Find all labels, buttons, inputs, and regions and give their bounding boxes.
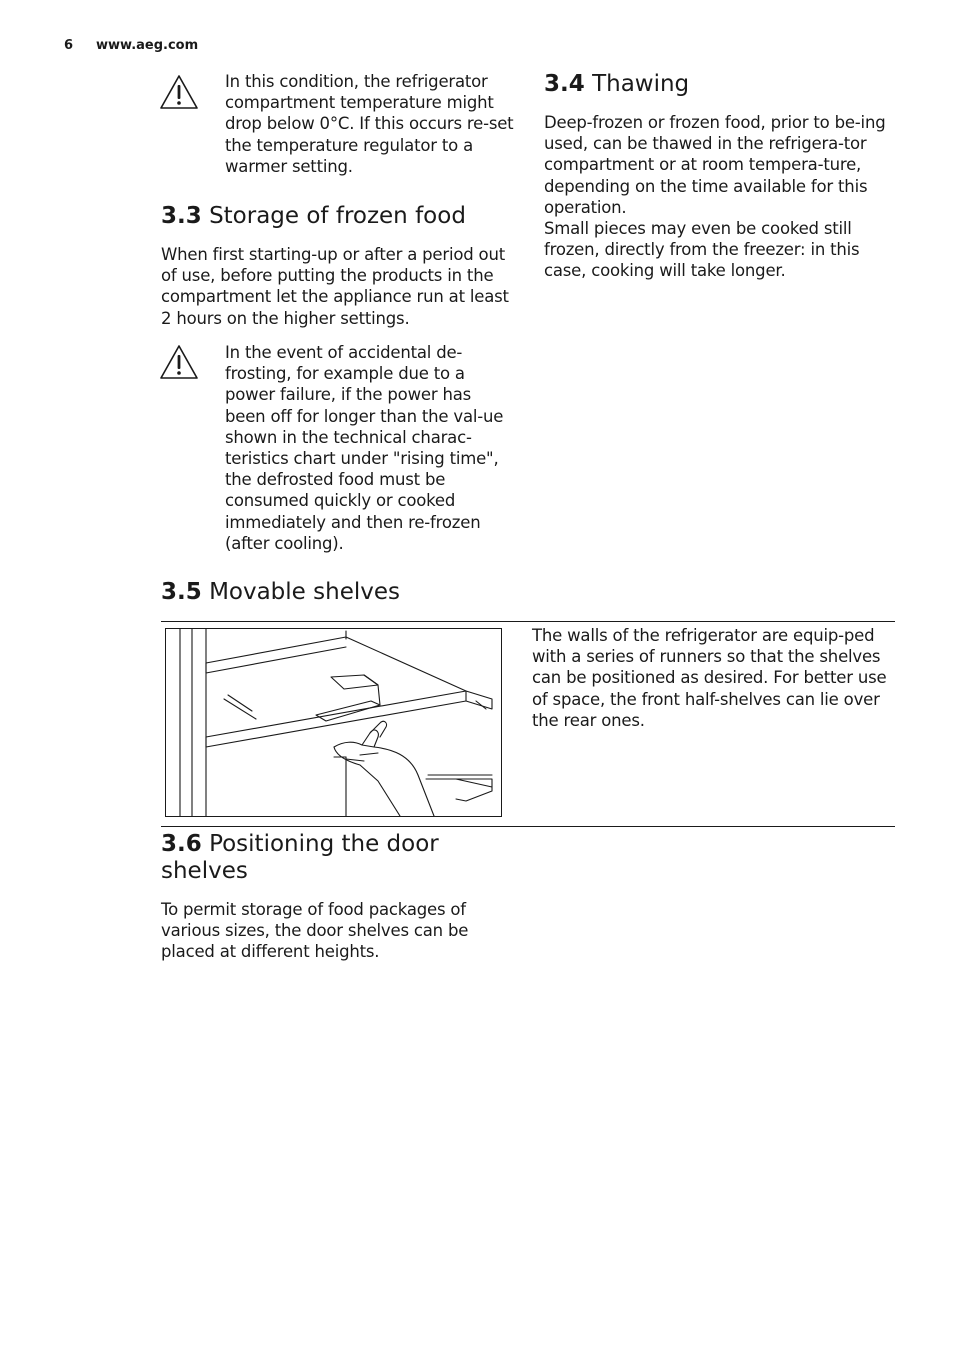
- divider-top: [161, 621, 895, 622]
- section-number: 3.3: [161, 203, 202, 229]
- section-3-5-body: The walls of the refrigerator are equip-ped with a series of runners so that the shelves can be positioned as desired. For better use of space, the front half-shelves can lie over the rear ones.: [532, 626, 887, 730]
- section-3-6-body: To permit storage of food packages of various sizes, the door shelves can be placed at different heights.: [161, 900, 469, 962]
- heading-3-6-line2: shelves: [161, 858, 248, 884]
- warning-triangle-icon: [159, 344, 199, 380]
- heading-3-5: [161, 579, 400, 606]
- section-3-4-body-2: Small pieces may even be cooked still frozen, directly from the freezer: in this case, cooking will take longer.: [544, 219, 860, 281]
- heading-3-4: [544, 71, 689, 98]
- warning-triangle-icon: [159, 74, 199, 110]
- warning-text-thermostat: In this condition, the refrigerator compartment temperature might drop below 0°C. If this occurs re-set the temperature regulator to a warmer setting.: [225, 72, 514, 176]
- section-number: 3.5: [161, 579, 202, 605]
- section-title: Storage of frozen food: [209, 203, 466, 229]
- section-title: Positioning the door: [209, 831, 439, 857]
- header-website[interactable]: www.aeg.com: [96, 38, 199, 53]
- shelf-drawing: [166, 629, 501, 816]
- shelf-illustration: [165, 628, 502, 817]
- divider-bottom: [161, 826, 895, 827]
- section-3-4-body-1: Deep-frozen or frozen food, prior to be-ing used, can be thawed in the refrigera-tor compartment or at room tempera-ture, depending on the time available for this operation.: [544, 113, 886, 217]
- section-number: 3.4: [544, 71, 585, 97]
- page-number: 6: [64, 38, 74, 53]
- warning-text-defrosting: In the event of accidental de-frosting, for example due to a power failure, if the power has been off for longer than the val-ue shown in the technical charac-teristics chart under "rising time", the defrosted food must be consumed quickly or cooked immediately and then re-frozen (after cooling).: [225, 343, 504, 553]
- section-number: 3.6: [161, 831, 202, 857]
- section-3-3-body: When first starting-up or after a period out of use, before putting the products in the compartment let the appliance run at least 2 hours on the higher settings.: [161, 245, 509, 328]
- section-title: Movable shelves: [209, 579, 400, 605]
- heading-3-6-line1: [161, 831, 521, 858]
- section-title: Thawing: [592, 71, 690, 97]
- heading-3-3: [161, 203, 466, 230]
- heading-3-6: [161, 831, 521, 885]
